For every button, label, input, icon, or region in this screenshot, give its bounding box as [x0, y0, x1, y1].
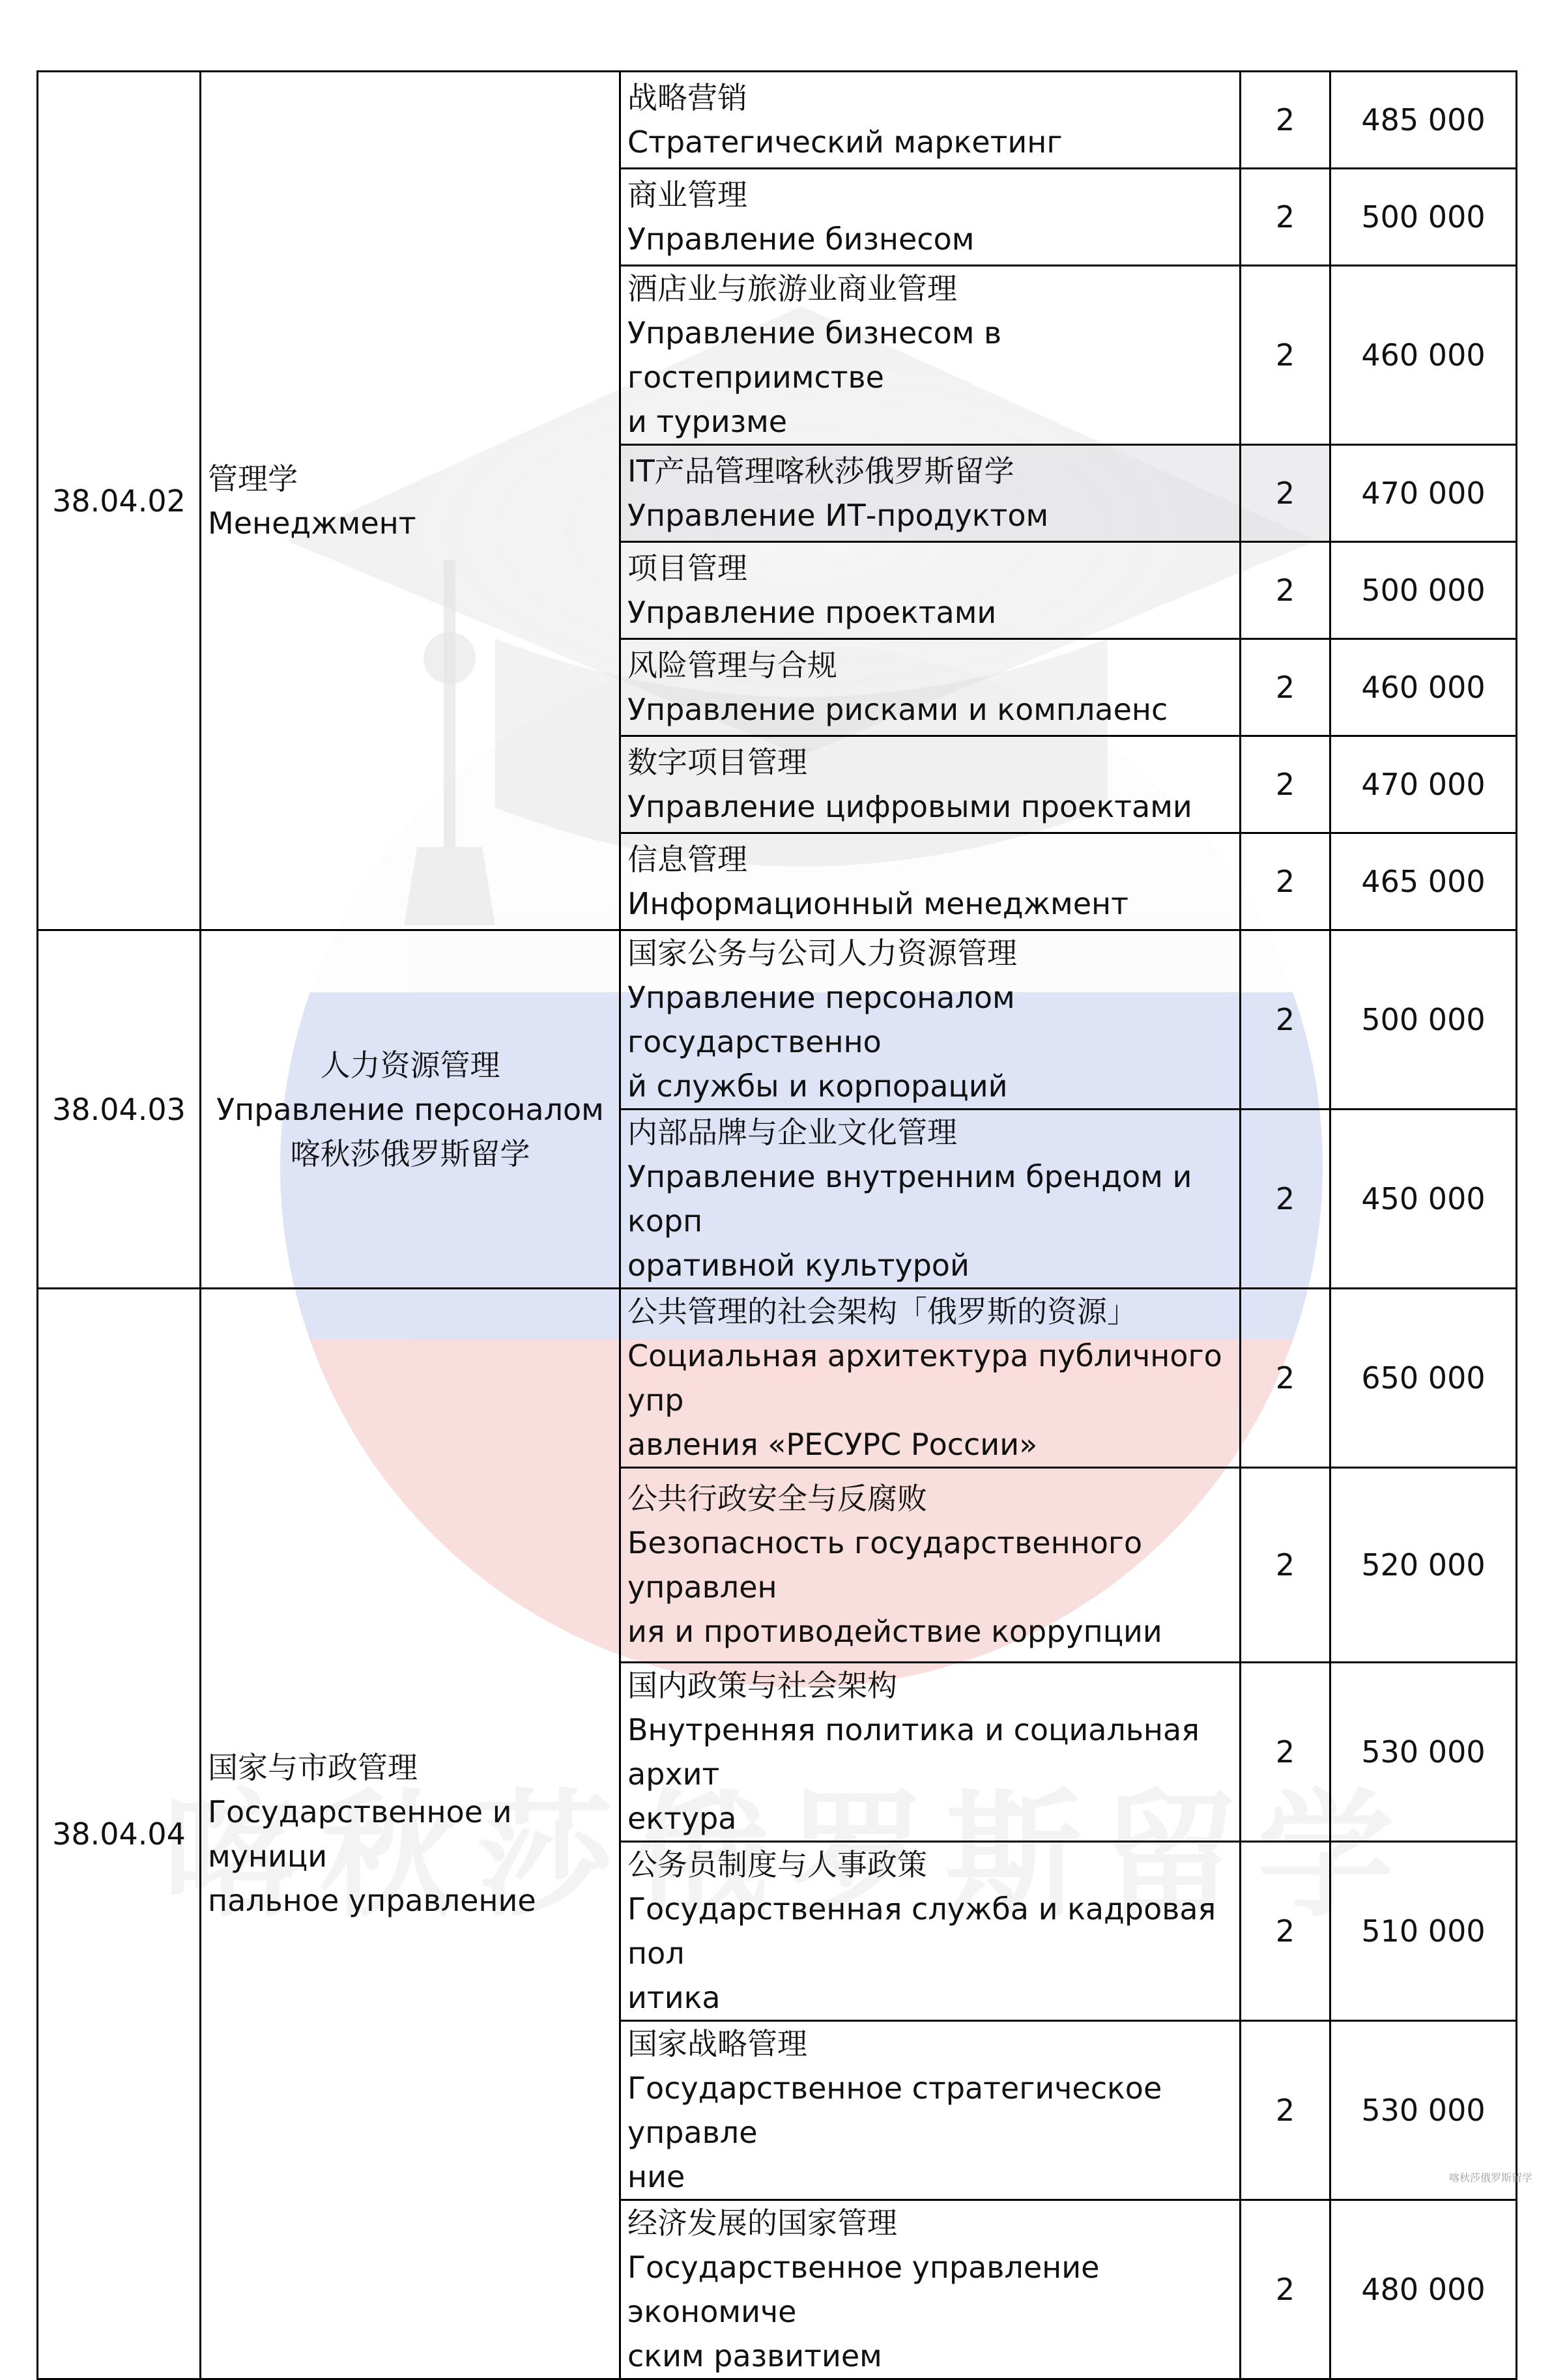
program-name-ru: Управление проектами [627, 595, 997, 630]
duration-years: 2 [1241, 72, 1330, 169]
field-name-ru-cont: пальное управление [208, 1882, 536, 1918]
table-row [38, 1289, 1517, 1468]
program-name-ru-cont: и туризме [627, 404, 788, 439]
program-name-ru-cont: ия и противодействие коррупции [627, 1614, 1162, 1649]
program-name [620, 266, 1241, 445]
duration-years: 2 [1241, 1110, 1330, 1289]
duration-years: 2 [1241, 1663, 1330, 1842]
field-name-extra: 喀秋莎俄罗斯留学 [290, 1136, 530, 1171]
program-name-cn: 酒店业与旅游业商业管理 [627, 271, 957, 306]
duration-years: 2 [1241, 1468, 1330, 1663]
program-name-ru: Внутренняя политика и социальная архит [627, 1712, 1200, 1792]
program-name [620, 2021, 1241, 2200]
field-name-ru: Управление персоналом [216, 1091, 604, 1127]
program-name-ru: Управление рисками и комплаенс [627, 692, 1168, 727]
table-row [38, 72, 1517, 169]
tuition-price: 450 000 [1330, 1110, 1517, 1289]
program-name-ru: Управление цифровыми проектами [627, 789, 1192, 824]
duration-years: 2 [1241, 930, 1330, 1110]
tuition-price: 530 000 [1330, 1663, 1517, 1842]
program-name [620, 445, 1241, 542]
field-of-study [201, 72, 620, 930]
field-of-study [201, 930, 620, 1289]
program-name-ru-cont: итика [627, 1980, 721, 2015]
duration-years: 2 [1241, 639, 1330, 736]
program-name [620, 833, 1241, 930]
tuition-price: 500 000 [1330, 930, 1517, 1110]
program-name-ru: Безопасность государственного управлен [627, 1525, 1143, 1605]
tuition-price: 470 000 [1330, 445, 1517, 542]
program-name-ru-cont: оративной культурой [627, 1248, 970, 1283]
table-row [38, 930, 1517, 1110]
program-name [620, 1468, 1241, 1663]
program-name [620, 1663, 1241, 1842]
program-code: 38.04.02 [38, 72, 201, 930]
tuition-price: 500 000 [1330, 542, 1517, 639]
program-name-cn: 公共行政安全与反腐败 [627, 1481, 927, 1516]
program-name-cn: 商业管理 [627, 177, 747, 212]
program-name-ru: Стратегический маркетинг [627, 124, 1063, 160]
program-name-cn: 国家公务与公司人力资源管理 [627, 936, 1017, 971]
tuition-price: 500 000 [1330, 169, 1517, 266]
duration-years: 2 [1241, 542, 1330, 639]
program-name-ru-cont: авления «РЕСУРС России» [627, 1427, 1038, 1462]
program-name-ru: Управление ИТ-продуктом [627, 498, 1049, 533]
field-of-study [201, 1289, 620, 2379]
duration-years: 2 [1241, 169, 1330, 266]
program-name-cn: 风险管理与合规 [627, 648, 837, 683]
program-name-ru: Управление бизнесом в гостеприимстве [627, 315, 1002, 395]
duration-years: 2 [1241, 266, 1330, 445]
program-name-cn: 项目管理 [627, 551, 747, 586]
program-name-ru-cont: ектура [627, 1801, 737, 1836]
program-name [620, 542, 1241, 639]
tuition-price: 520 000 [1330, 1468, 1517, 1663]
tuition-price: 485 000 [1330, 72, 1517, 169]
duration-years: 2 [1241, 1842, 1330, 2021]
field-name-ru: Государственное и муници [208, 1794, 512, 1874]
duration-years: 2 [1241, 445, 1330, 542]
field-name-cn: 管理学 [208, 461, 298, 496]
program-name [620, 1842, 1241, 2021]
program-name-ru: Управление внутренним брендом и корп [627, 1159, 1192, 1239]
program-name-ru-cont: ским развитием [627, 2338, 882, 2373]
program-name-cn: 内部品牌与企业文化管理 [627, 1115, 957, 1150]
duration-years: 2 [1241, 1289, 1330, 1468]
programs-table [36, 70, 1517, 2380]
program-name-cn: 公务员制度与人事政策 [627, 1847, 927, 1882]
program-name [620, 2200, 1241, 2379]
duration-years: 2 [1241, 2021, 1330, 2200]
program-name-cn: 国家战略管理 [627, 2026, 807, 2061]
field-name-ru: Менеджмент [208, 505, 416, 541]
tuition-price: 530 000 [1330, 2021, 1517, 2200]
program-name-ru-cont: ние [627, 2159, 685, 2194]
program-name-ru-cont: й службы и корпораций [627, 1068, 1008, 1104]
program-name-cn: 战略营销 [627, 80, 747, 115]
program-name-cn: 国内政策与社会架构 [627, 1668, 897, 1703]
program-name-cn: 经济发展的国家管理 [627, 2205, 897, 2241]
duration-years: 2 [1241, 2200, 1330, 2379]
program-name [620, 639, 1241, 736]
program-name [620, 930, 1241, 1110]
program-name-ru: Государственная служба и кадровая пол [627, 1891, 1216, 1971]
tuition-price: 465 000 [1330, 833, 1517, 930]
program-code: 38.04.04 [38, 1289, 201, 2379]
program-name-cn: 数字项目管理 [627, 745, 807, 780]
program-name-cn: 信息管理 [627, 842, 747, 877]
field-name-cn: 国家与市政管理 [208, 1749, 418, 1785]
tuition-price: 480 000 [1330, 2200, 1517, 2379]
tuition-price: 470 000 [1330, 736, 1517, 833]
tuition-price: 460 000 [1330, 639, 1517, 736]
program-name-ru: Государственное управление экономиче [627, 2250, 1100, 2329]
program-name [620, 72, 1241, 169]
program-name [620, 1110, 1241, 1289]
field-name-cn: 人力资源管理 [320, 1047, 500, 1083]
tuition-price: 460 000 [1330, 266, 1517, 445]
program-name-ru: Информационный менеджмент [627, 886, 1128, 921]
program-name [620, 736, 1241, 833]
program-name-cn: IT产品管理喀秋莎俄罗斯留学 [627, 453, 1014, 489]
program-name-ru: Государственное стратегическое управле [627, 2071, 1162, 2150]
program-name-ru: Социальная архитектура публичного упр [627, 1338, 1222, 1418]
duration-years: 2 [1241, 736, 1330, 833]
program-name [620, 169, 1241, 266]
program-name-ru: Управление бизнесом [627, 222, 975, 257]
corner-watermark: 喀秋莎俄罗斯留学 [1448, 2172, 1532, 2184]
program-name [620, 1289, 1241, 1468]
program-name-ru: Управление персоналом государственно [627, 980, 1015, 1059]
tuition-price: 650 000 [1330, 1289, 1517, 1468]
duration-years: 2 [1241, 833, 1330, 930]
program-name-cn: 公共管理的社会架构「俄罗斯的资源」 [627, 1294, 1137, 1329]
program-code: 38.04.03 [38, 930, 201, 1289]
tuition-price: 510 000 [1330, 1842, 1517, 2021]
